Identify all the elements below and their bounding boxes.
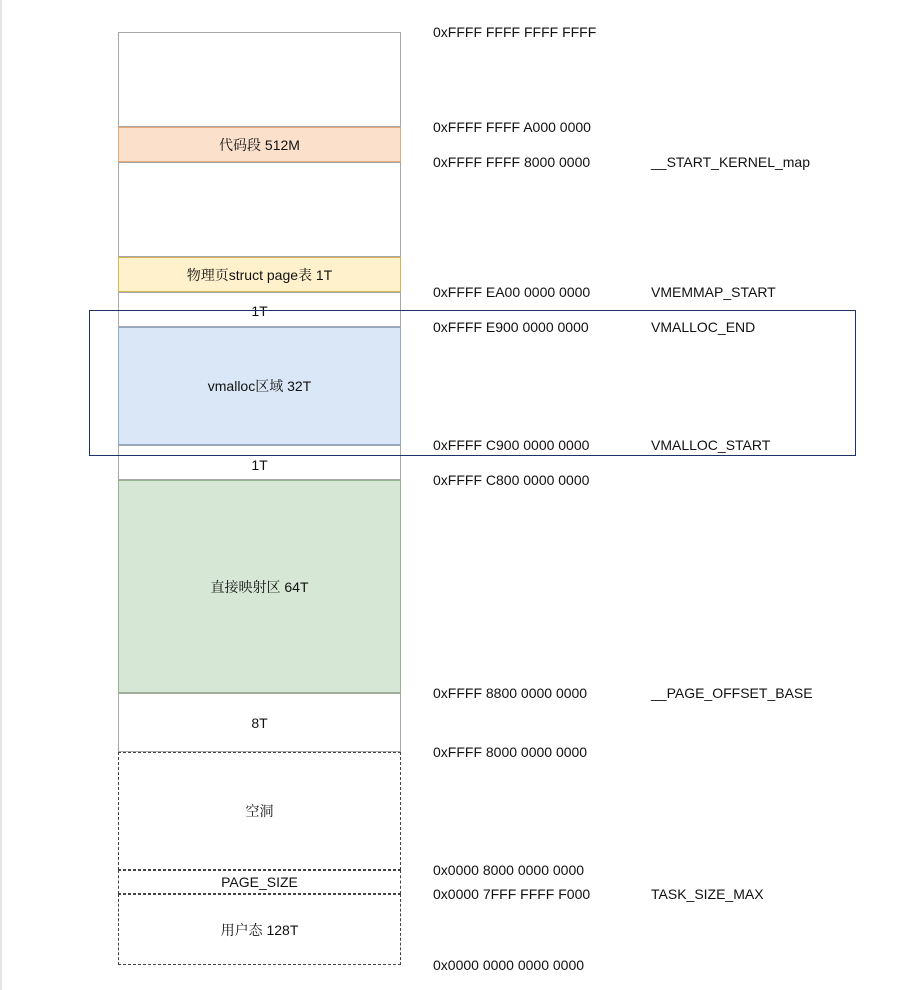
region-page-size-label: PAGE_SIZE	[221, 874, 298, 890]
region-hole-1t-upper-label: 1T	[251, 303, 268, 319]
region-hole-1t-lower-label: 1T	[251, 457, 268, 473]
address-label: 0x0000 8000 0000 0000	[433, 862, 585, 878]
region-vmalloc-label: vmalloc区域 32T	[207, 378, 312, 394]
address-label: 0xFFFF FFFF 8000 0000	[433, 154, 591, 170]
region-vmalloc	[118, 327, 401, 445]
address-label: 0xFFFF FFFF A000 0000	[433, 119, 591, 135]
address-label: 0xFFFF C800 0000 0000	[433, 472, 590, 488]
address-label: 0x0000 7FFF FFFF F000	[433, 886, 591, 902]
address-label: 0xFFFF E900 0000 0000	[433, 319, 589, 335]
region-page-size	[118, 870, 401, 894]
symbol-vmemmap-start: VMEMMAP_START	[651, 284, 776, 300]
address-label: 0xFFFF EA00 0000 0000	[433, 284, 591, 300]
region-direct-map	[118, 480, 401, 693]
region-page-table	[118, 257, 401, 292]
symbol-page-offset-base: __PAGE_OFFSET_BASE	[651, 685, 813, 701]
region-top	[118, 32, 401, 127]
page-left-edge	[0, 0, 2, 990]
address-label: 0xFFFF 8800 0000 0000	[433, 685, 588, 701]
region-hole-1t-lower	[118, 445, 401, 480]
region-hole-8t	[118, 693, 401, 752]
address-label: 0xFFFF C900 0000 0000	[433, 437, 590, 453]
region-code-segment-label: 代码段 512M	[219, 136, 300, 153]
address-label: 0xFFFF 8000 0000 0000	[433, 744, 588, 760]
region-hole	[118, 752, 401, 870]
symbol-start-kernel-map: __START_KERNEL_map	[651, 154, 810, 170]
symbol-task-size-max: TASK_SIZE_MAX	[651, 886, 764, 902]
region-page-table-label: 物理页struct page表 1T	[186, 266, 333, 283]
symbol-vmalloc-start: VMALLOC_START	[651, 437, 771, 453]
region-hole-label: 空洞	[245, 803, 274, 819]
symbol-vmalloc-end: VMALLOC_END	[651, 319, 756, 335]
region-user-space	[118, 894, 401, 965]
region-hole-1t-upper	[118, 292, 401, 327]
region-code-segment	[118, 127, 401, 162]
region-hole-8t-label: 8T	[251, 714, 268, 731]
region-direct-map-label: 直接映射区 64T	[210, 578, 309, 595]
region-gap-code-page	[118, 162, 401, 257]
address-label: 0xFFFF FFFF FFFF FFFF	[433, 24, 597, 40]
region-user-space-label: 用户态 128T	[220, 921, 299, 938]
address-label: 0x0000 0000 0000 0000	[433, 957, 585, 973]
